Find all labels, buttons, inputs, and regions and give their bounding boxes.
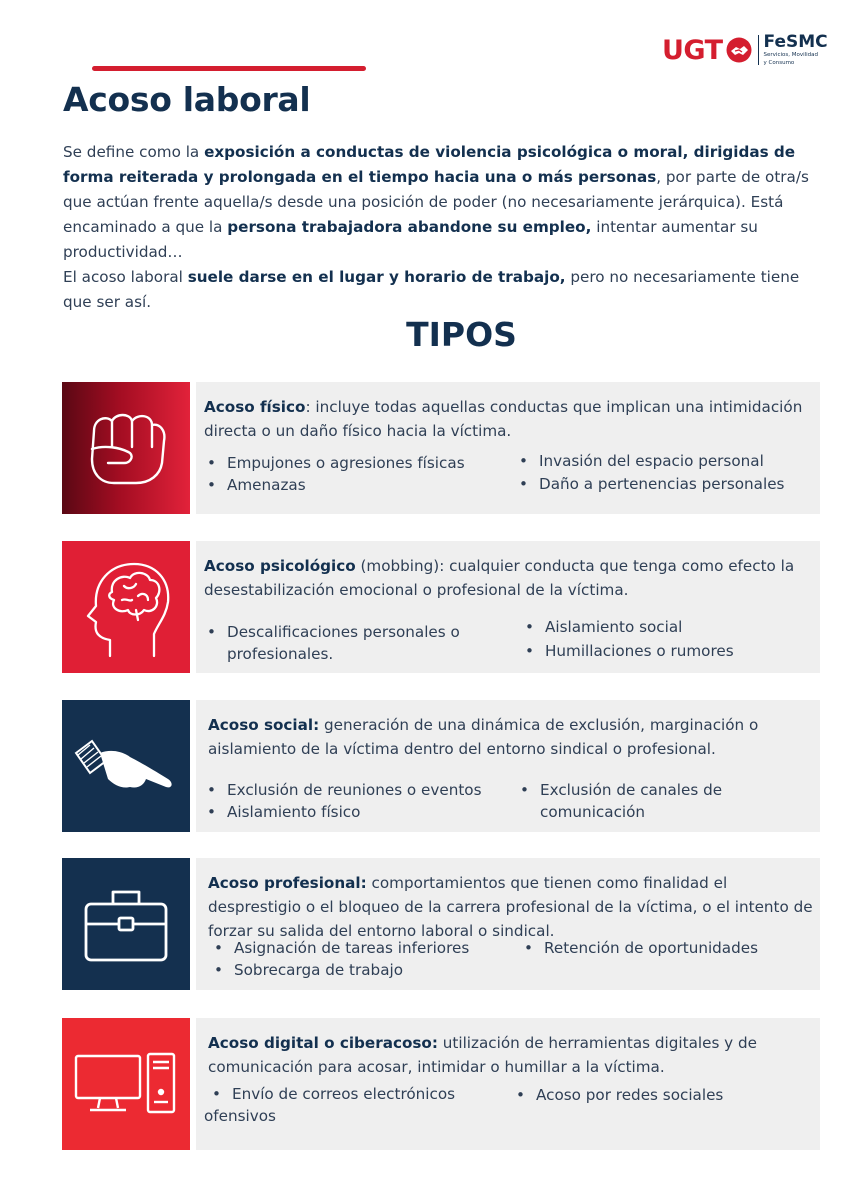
card-title: Acoso psicológico xyxy=(204,557,356,575)
computer-icon xyxy=(74,1052,178,1116)
list-item: • Amenazas xyxy=(205,474,306,496)
logo-fesmc-text: FeSMC xyxy=(763,32,828,53)
card-description xyxy=(208,713,820,761)
intro-emphasis: suele darse en el lugar y horario de trabajo, xyxy=(187,268,566,286)
list-item: • Exclusión de reuniones o eventos xyxy=(205,779,482,801)
list-item: • Aislamiento físico xyxy=(205,801,360,823)
intro-text: Se define como la xyxy=(63,143,205,161)
page-title: Acoso laboral xyxy=(63,80,311,119)
intro-text: pero no necesariamente tiene que ser así. xyxy=(63,268,800,311)
card-description xyxy=(208,871,820,943)
list-item: • Sobrecarga de trabajo xyxy=(212,959,403,981)
logo-ugt-text: UGT xyxy=(662,34,723,66)
tipos-heading: TIPOS xyxy=(406,315,517,354)
list-item: • Aislamiento social xyxy=(523,616,682,638)
card-title: Acoso social: xyxy=(208,716,320,734)
list-item: • Empujones o agresiones físicas xyxy=(205,452,465,474)
list-item: • Descalificaciones personales o profesionales. xyxy=(205,621,487,665)
intro-text: intentar aumentar su productividad… xyxy=(63,218,758,261)
intro-text: El acoso laboral xyxy=(63,268,188,286)
card-desc-text: (mobbing): cualquier conducta que tenga como efecto la desestabilización emocional o profesional de la víctima. xyxy=(204,557,795,599)
intro-paragraph xyxy=(63,140,827,315)
card-description xyxy=(204,395,816,443)
card-desc-text: comportamientos que tienen como finalidad el desprestigio o el bloqueo de la carrera profesional de la víctima, o el intento de forzar su salida del entorno laboral o sindical. xyxy=(208,874,813,940)
card-icon-box xyxy=(62,1018,190,1150)
card-description xyxy=(204,554,816,602)
handshake-logo-icon xyxy=(726,37,752,63)
card-desc-text: : incluye todas aquellas conductas que implican una intimidación directa o un daño físico hacia la víctima. xyxy=(204,398,803,440)
logo-fesmc-sub-2: y Consumo xyxy=(763,59,795,66)
title-accent-line xyxy=(92,66,366,71)
list-item: • Asignación de tareas inferiores xyxy=(212,937,469,959)
list-item: • Invasión del espacio personal xyxy=(517,450,764,472)
briefcase-icon xyxy=(81,884,171,964)
card-icon-box xyxy=(62,858,190,990)
card-title: Acoso físico xyxy=(204,398,306,416)
head-brain-icon xyxy=(76,552,176,662)
card-description xyxy=(208,1031,820,1079)
list-item: • Acoso por redes sociales xyxy=(514,1084,723,1106)
card-title: Acoso digital o ciberacoso: xyxy=(208,1034,438,1052)
card-icon-box xyxy=(62,382,190,514)
list-item-continuation: ofensivos xyxy=(204,1107,276,1125)
logo-separator xyxy=(758,35,759,65)
list-item: • Retención de oportunidades xyxy=(522,937,758,959)
logo-fesmc xyxy=(764,34,828,66)
ugt-fesmc-logo xyxy=(662,32,828,68)
list-item: • Humillaciones o rumores xyxy=(523,640,734,662)
intro-emphasis: persona trabajadora abandone su empleo, xyxy=(227,218,592,236)
intro-text: , por parte de otra/s que actúan frente aquella/s desde una posición de poder (no necesariamente jerárquica). Está encaminado a que la xyxy=(63,168,809,236)
list-item: • Daño a pertenencias personales xyxy=(517,473,784,495)
fist-icon xyxy=(80,405,172,491)
logo-fesmc-sub-1: Servicios, Movilidad xyxy=(763,52,819,59)
card-icon-box xyxy=(62,700,190,832)
card-icon-box xyxy=(62,541,190,673)
card-desc-text: utilización de herramientas digitales y de comunicación para acosar, intimidar o humillar a la víctima. xyxy=(208,1034,757,1076)
list-item: • Envío de correos electrónicos xyxy=(210,1083,455,1105)
intro-emphasis: exposición a conductas de violencia psicológica o moral, dirigidas de forma reiterada y prolongada en el tiempo hacia una o más personas xyxy=(63,143,796,186)
list-item: • Exclusión de canales de comunicación xyxy=(518,779,770,823)
pointing-hand-icon xyxy=(72,731,180,801)
card-title: Acoso profesional: xyxy=(208,874,367,892)
card-desc-text: generación de una dinámica de exclusión, marginación o aislamiento de la víctima dentro del entorno sindical o profesional. xyxy=(208,716,759,758)
